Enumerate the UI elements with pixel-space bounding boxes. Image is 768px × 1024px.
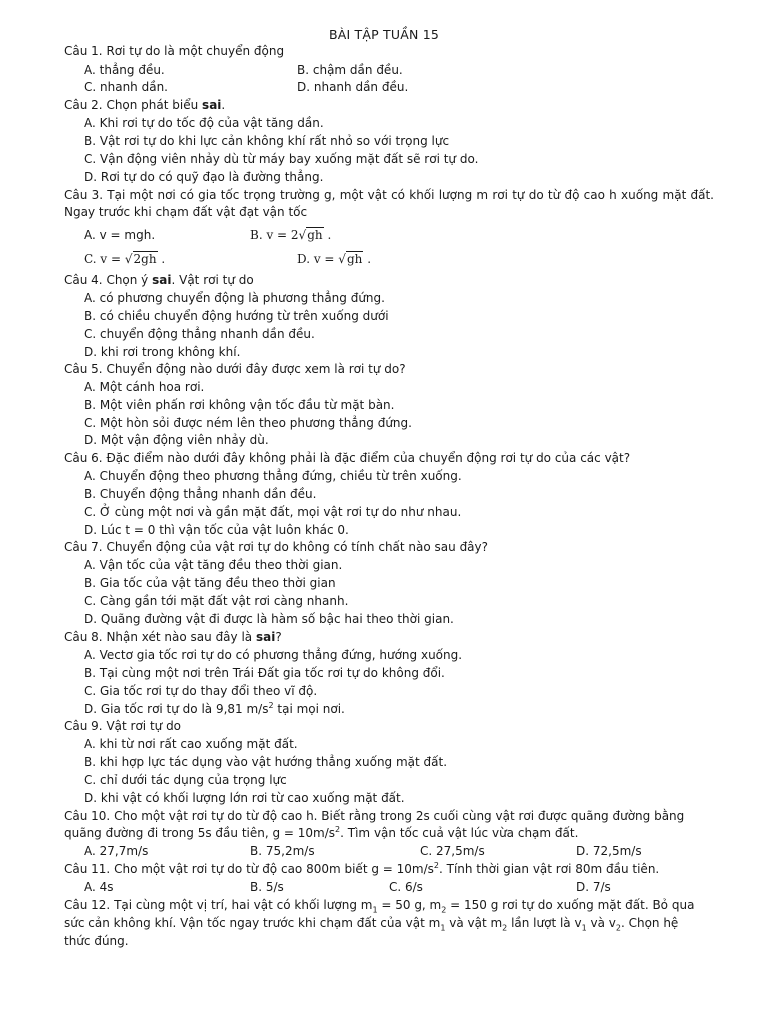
q7-option-c: C. Càng gần tới mặt đất vật rơi càng nhanh. [84,594,349,608]
question-label: Câu 7. [64,540,103,554]
question-text-end: . Tính thời gian vật rơi 80m đầu tiên. [438,862,660,876]
question-text-end: . Vật rơi tự do [171,273,254,287]
q6-option-b: B. Chuyển động thẳng nhanh dần đều. [84,487,317,501]
option-text-end: tại mọi nơi. [273,702,345,716]
question-3 [64,187,714,221]
q6-option-a: A. Chuyển động theo phương thẳng đứng, chiều từ trên xuống. [84,469,462,483]
sqrt-sign: √ [124,252,133,266]
question-text: = 150 g rơi tự do xuống mặt đất. Bỏ qua [446,898,695,912]
question-label: Câu 8. [64,630,103,644]
question-text-end: . Tìm vận tốc cuả vật lúc vừa chạm đất. [340,826,579,840]
q3-option-c: C. v = √2gh . [84,252,166,266]
question-text-end: ? [275,630,282,644]
question-11 [64,861,714,878]
q2-option-c: C. Vận động viên nhảy dù từ máy bay xuống mặt đất sẽ rơi tự do. [84,152,479,166]
q1-option-d: D. nhanh dần đều. [297,80,409,94]
question-text: Chọn phát biểu [106,98,199,112]
q2-option-b: B. Vật rơi tự do khi lực cản không khí rất nhỏ so với trọng lực [84,134,450,148]
q11-option-b: B. 5/s [250,880,284,894]
question-text: và v [586,916,616,930]
question-9 [64,718,714,735]
q4-option-b: B. có chiều chuyển động hướng từ trên xuống dưới [84,309,389,323]
question-text: Nhận xét nào sau đây là [106,630,253,644]
question-12 [64,897,714,914]
question-label: Câu 10. [64,809,111,823]
q3-option-b: B. v = 2√gh . [250,228,332,242]
q7-option-b: B. Gia tốc của vật tăng đều theo thời gian [84,576,336,590]
q5-option-a: A. Một cánh hoa rơi. [84,380,205,394]
q5-option-b: B. Một viên phấn rơi không vận tốc đầu từ mặt bàn. [84,398,395,412]
emphasis-text: sai [202,98,222,112]
question-8 [64,629,714,646]
question-text: và vật m [445,916,503,930]
question-text: sức cản không khí. Vận tốc ngay trước khi chạm đất của vật m [64,916,441,930]
question-text: . Chọn hệ [620,916,679,930]
q1-option-a: A. thẳng đều. [84,63,165,77]
question-label: Câu 9. [64,719,103,733]
q10-option-c: C. 27,5m/s [420,844,485,858]
q6-option-d: D. Lúc t = 0 thì vận tốc của vật luôn khác 0. [84,523,349,537]
sqrt-sign: √ [338,252,346,266]
question-text: Cho một vật rơi tự do từ độ cao h. Biết rằng trong 2s cuối cùng vật rơi được quãng đường bằng [114,809,685,823]
superscript: 2 [268,701,274,710]
question-label: Câu 6. [64,451,103,465]
q7-option-d: D. Quãng đường vật đi được là hàm số bậc hai theo thời gian. [84,612,454,626]
question-label: Câu 4. [64,273,103,287]
q11-option-a: A. 4s [84,880,114,894]
q8-option-b: B. Tại cùng một nơi trên Trái Đất gia tốc rơi tự do không đổi. [84,666,445,680]
q9-option-c: C. chỉ dưới tác dụng của trọng lực [84,773,287,787]
q9-option-d: D. khi vật có khối lượng lớn rơi từ cao xuống mặt đất. [84,791,405,805]
q10-option-a: A. 27,7m/s [84,844,149,858]
q8-option-a: A. Vectơ gia tốc rơi tự do có phương thẳng đứng, hướng xuống. [84,648,463,662]
question-text: = 50 g, m [377,898,442,912]
question-text: Cho một vật rơi tự do từ độ cao 800m biết g = 10m/s [114,862,434,876]
question-text: Vật rơi tự do [106,719,182,733]
q11-option-c: C. 6/s [389,880,423,894]
q3-option-a: A. v = mgh. [84,228,156,242]
q2-option-a: A. Khi rơi tự do tốc độ của vật tăng dần. [84,116,324,130]
question-label: Câu 2. [64,98,103,112]
q11-option-d: D. 7/s [576,880,611,894]
q8-option-d [84,701,345,718]
q10-option-d: D. 72,5m/s [576,844,642,858]
q7-option-a: A. Vận tốc của vật tăng đều theo thời gian. [84,558,343,572]
question-1 [64,43,714,60]
question-label: Câu 11. [64,862,111,876]
question-text: Rơi tự do là một chuyển động [106,44,285,58]
question-7 [64,539,714,556]
q1-option-b: B. chậm dần đều. [297,63,403,77]
q4-option-a: A. có phương chuyển động là phương thẳng đứng. [84,291,385,305]
radicand: 2gh [133,252,157,266]
question-label: Câu 3. [64,188,104,202]
q6-option-c: C. Ở cùng một nơi và gần mặt đất, mọi vật rơi tự do như nhau. [84,505,462,519]
question-text: quãng đường đi trong 5s đầu tiên, g = 10m/s [64,826,336,840]
formula-prefix: B. v = 2 [250,228,299,242]
question-6 [64,450,714,467]
question-label: Câu 12. [64,898,111,912]
subscript: 2 [502,923,508,933]
question-text: Chọn ý [106,273,149,287]
formula-prefix: D. v = [297,252,339,266]
q4-option-d: D. khi rơi trong không khí. [84,345,241,359]
q9-option-a: A. khi từ nơi rất cao xuống mặt đất. [84,737,298,751]
question-10 [64,808,714,825]
q2-option-d: D. Rơi tự do có quỹ đạo là đường thẳng. [84,170,324,184]
q4-option-c: C. chuyển động thẳng nhanh dần đều. [84,327,315,341]
sqrt-sign: √ [298,228,307,242]
emphasis-text: sai [152,273,172,287]
option-text: D. Gia tốc rơi tự do là 9,81 m/s [84,702,269,716]
q8-option-c: C. Gia tốc rơi tự do thay đổi theo vĩ độ. [84,684,318,698]
radicand: gh [346,252,363,266]
question-text: Tại một nơi có gia tốc trọng trường g, một vật có khối lượng m rơi tự do từ độ cao h xuống mặt đất. Ngay trước khi chạm đất vật đạt vận tốc [64,188,714,219]
question-10-line-2 [64,825,714,842]
question-label: Câu 5. [64,362,103,376]
question-4 [64,272,714,289]
question-text: lần lượt là v [507,916,582,930]
question-label: Câu 1. [64,44,103,58]
q9-option-b: B. khi hợp lực tác dụng vào vật hướng thẳng xuống mặt đất. [84,755,448,769]
q3-option-d: D. v = √gh . [297,252,372,266]
subscript: 1 [581,923,587,933]
q5-option-c: C. Một hòn sỏi được ném lên theo phương thẳng đứng. [84,416,412,430]
question-text: Chuyển động nào dưới đây được xem là rơi tự do? [106,362,406,376]
question-12-line-2 [64,915,714,932]
question-text: Chuyển động của vật rơi tự do không có tính chất nào sau đây? [106,540,489,554]
question-5 [64,361,714,378]
emphasis-text: sai [255,630,276,644]
q1-option-c: C. nhanh dần. [84,80,168,94]
superscript: 2 [335,825,341,834]
q5-option-d: D. Một vận động viên nhảy dù. [84,433,269,447]
formula-prefix: C. v = [84,252,125,266]
subscript: 1 [440,923,446,933]
subscript: 2 [441,905,447,915]
subscript: 2 [615,923,621,933]
q10-option-b: B. 75,2m/s [250,844,315,858]
radicand: gh [307,228,323,242]
question-text: Tại cùng một vị trí, hai vật có khối lượng m [114,898,373,912]
superscript: 2 [433,861,439,870]
question-12-line-3: thức đúng. [64,934,129,948]
question-2: Câu 2. Chọn phát biểu sai. [64,98,226,112]
subscript: 1 [372,905,378,915]
page-title: BÀI TẬP TUẦN 15 [328,27,440,42]
question-text: Đặc điểm nào dưới đây không phải là đặc điểm của chuyển động rơi tự do của các vật? [106,451,631,465]
